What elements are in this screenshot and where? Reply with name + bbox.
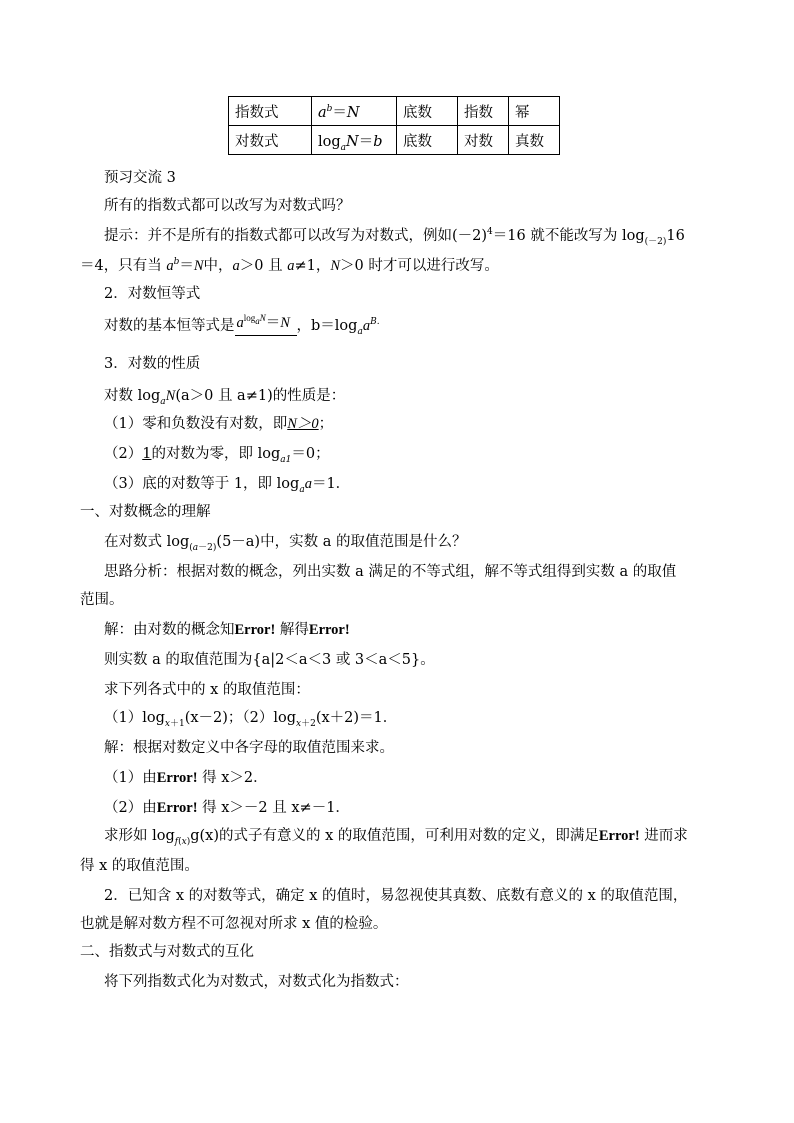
- property-text: （1）零和负数没有对数，即: [104, 416, 288, 432]
- note-text: 也就是解对数方程不可忽视对所求 x 值的检验。: [80, 916, 388, 932]
- note-part: 进而求: [639, 828, 688, 844]
- solution-item-1: [104, 768, 268, 788]
- table-cell: 底数: [397, 126, 458, 155]
- property-text: ＝1．: [311, 476, 351, 492]
- solution-part: 解得: [275, 622, 309, 638]
- solution-part: 解：由对数的概念知: [104, 622, 235, 638]
- table-cell: 底数: [397, 97, 458, 126]
- property-text: ＝0；: [291, 446, 330, 462]
- table-cell: 幂: [509, 97, 560, 126]
- error-text: Error!: [234, 622, 276, 638]
- section-heading: 二、指数式与对数式的互化: [80, 944, 254, 960]
- identity-part: ，b＝log: [296, 318, 358, 334]
- error-text: Error!: [156, 770, 198, 786]
- property-2: （2）1的对数为零，即 $\log_{a1}=0$；: [104, 446, 330, 465]
- note-part: 求形如 log: [104, 828, 175, 844]
- table-cell: $a^b=N$: [312, 97, 397, 126]
- table-cell: 真数: [509, 126, 560, 155]
- example-items: $(1)\log_{x+1}(x-2)$；$(2)\log_{x+2}(x+2)=1$．: [104, 710, 398, 729]
- identity-text: 对数的基本恒等式是 $a^{log_aN}=N$ ，$b=\log_aa^{B.}$: [104, 313, 380, 337]
- example-part: (5－a)中，实数 a 的取值范围是什么？: [216, 534, 467, 550]
- hint-part: 16: [666, 228, 685, 244]
- identity-part: 对数的基本恒等式是: [104, 318, 235, 334]
- example-text: 将下列指数式化为对数式，对数式化为指数式：: [104, 974, 409, 990]
- property-1: [104, 414, 333, 434]
- solution-text: 解：根据对数定义中各字母的取值范围来求。: [104, 740, 394, 756]
- table-cell: 指数: [458, 97, 509, 126]
- solution-part: 得 x＞2．: [197, 770, 268, 786]
- example-text: 在对数式 $\log_{(a-2)}(5-a)$中，实数 a 的取值范围是什么？: [104, 534, 467, 553]
- analysis-text: 范围。: [80, 592, 124, 608]
- property-text: 的对数为零，即 log: [151, 446, 281, 462]
- answer-text: N＞0: [287, 416, 319, 432]
- result-text: 则实数 a 的取值范围为{a|2＜a＜3 或 3＜a＜5}。: [104, 652, 435, 668]
- error-text: Error!: [308, 622, 350, 638]
- section-heading: 2．对数恒等式: [104, 286, 201, 302]
- note-text: 求形如 $\log_{f(x)}g(x)$的式子有意义的 x 的取值范围，可利用对数的定义，即满足Error! 进而求: [104, 828, 688, 847]
- example-part: (x＋2)＝1．: [315, 710, 398, 726]
- intro-part: 对数 log: [104, 388, 161, 404]
- solution-item-2: [104, 798, 350, 818]
- example-part: 在对数式 log: [104, 534, 190, 550]
- note-text: 2．已知含 x 的对数等式，确定 x 的值时，易忽视使其真数、底数有意义的 x 的取值范围，: [104, 888, 688, 904]
- intro-part: (a＞0 且 a≠1)的性质是：: [175, 388, 346, 404]
- hint-part: ＞0 且: [239, 258, 288, 274]
- error-text: Error!: [598, 828, 640, 844]
- analysis-text: 思路分析：根据对数的概念，列出实数 a 满足的不等式组，解不等式组得到实数 a 的取值: [104, 564, 677, 580]
- definition-table: [228, 96, 560, 155]
- example-part: （1）log: [104, 710, 165, 726]
- hint-text: ＝4，只有当 $a^b=N$中，a＞0 且 a≠1，N＞0 时才可以进行改写。: [80, 257, 499, 274]
- section-heading: 3．对数的性质: [104, 356, 201, 372]
- hint-part: 提示：并不是所有的指数式都可以改写为对数式，例如(－2): [104, 228, 488, 244]
- property-text: ；: [318, 416, 334, 432]
- solution-part: 得 x＞－2 且 x≠－1．: [197, 800, 350, 816]
- hint-part: ＞0 时才可以进行改写。: [340, 258, 499, 274]
- table-cell: $\log_aN=b$: [312, 126, 397, 155]
- hint-part: ≠1，: [294, 258, 331, 274]
- table-cell: 对数: [458, 126, 509, 155]
- hint-text: 提示：并不是所有的指数式都可以改写为对数式，例如$(-2)^4=16$ 就不能改写为 $\log_{(-2)}16$: [104, 227, 685, 247]
- section-heading: 一、对数概念的理解: [80, 504, 211, 520]
- note-text: 得 x 的取值范围。: [80, 858, 199, 874]
- hint-part: ＝4，只有当: [80, 258, 167, 274]
- hint-part: 中，: [203, 258, 233, 274]
- table-cell: 对数式: [229, 126, 312, 155]
- table-row: [229, 126, 560, 155]
- error-text: Error!: [156, 800, 198, 816]
- property-text: （2）: [104, 446, 143, 462]
- table-row: [229, 97, 560, 126]
- answer-text: 1: [142, 446, 152, 462]
- answer-blank: $a^{log_aN}=N$: [235, 317, 297, 336]
- note-part: g(x)的式子有意义的 x 的取值范围，可利用对数的定义，即满足: [190, 828, 599, 844]
- table-cell: 指数式: [229, 97, 312, 126]
- solution-part: （1）由: [104, 770, 157, 786]
- solution-text: [104, 620, 350, 640]
- question-text: 所有的指数式都可以改写为对数式吗？: [104, 198, 351, 214]
- hint-part: ＝16 就不能改写为 log: [492, 228, 645, 244]
- property-3: （3）底的对数等于 1，即 $\log_aa=1$．: [104, 476, 351, 495]
- section-label: 预习交流 3: [104, 170, 176, 186]
- property-text: （3）底的对数等于 1，即 log: [104, 476, 300, 492]
- solution-part: （2）由: [104, 800, 157, 816]
- properties-intro: 对数 $\log_aN(a>0$ 且 a≠1)的性质是：: [104, 388, 346, 407]
- example-text: 求下列各式中的 x 的取值范围：: [104, 682, 310, 698]
- example-part: (x－2)；（2）log: [184, 710, 297, 726]
